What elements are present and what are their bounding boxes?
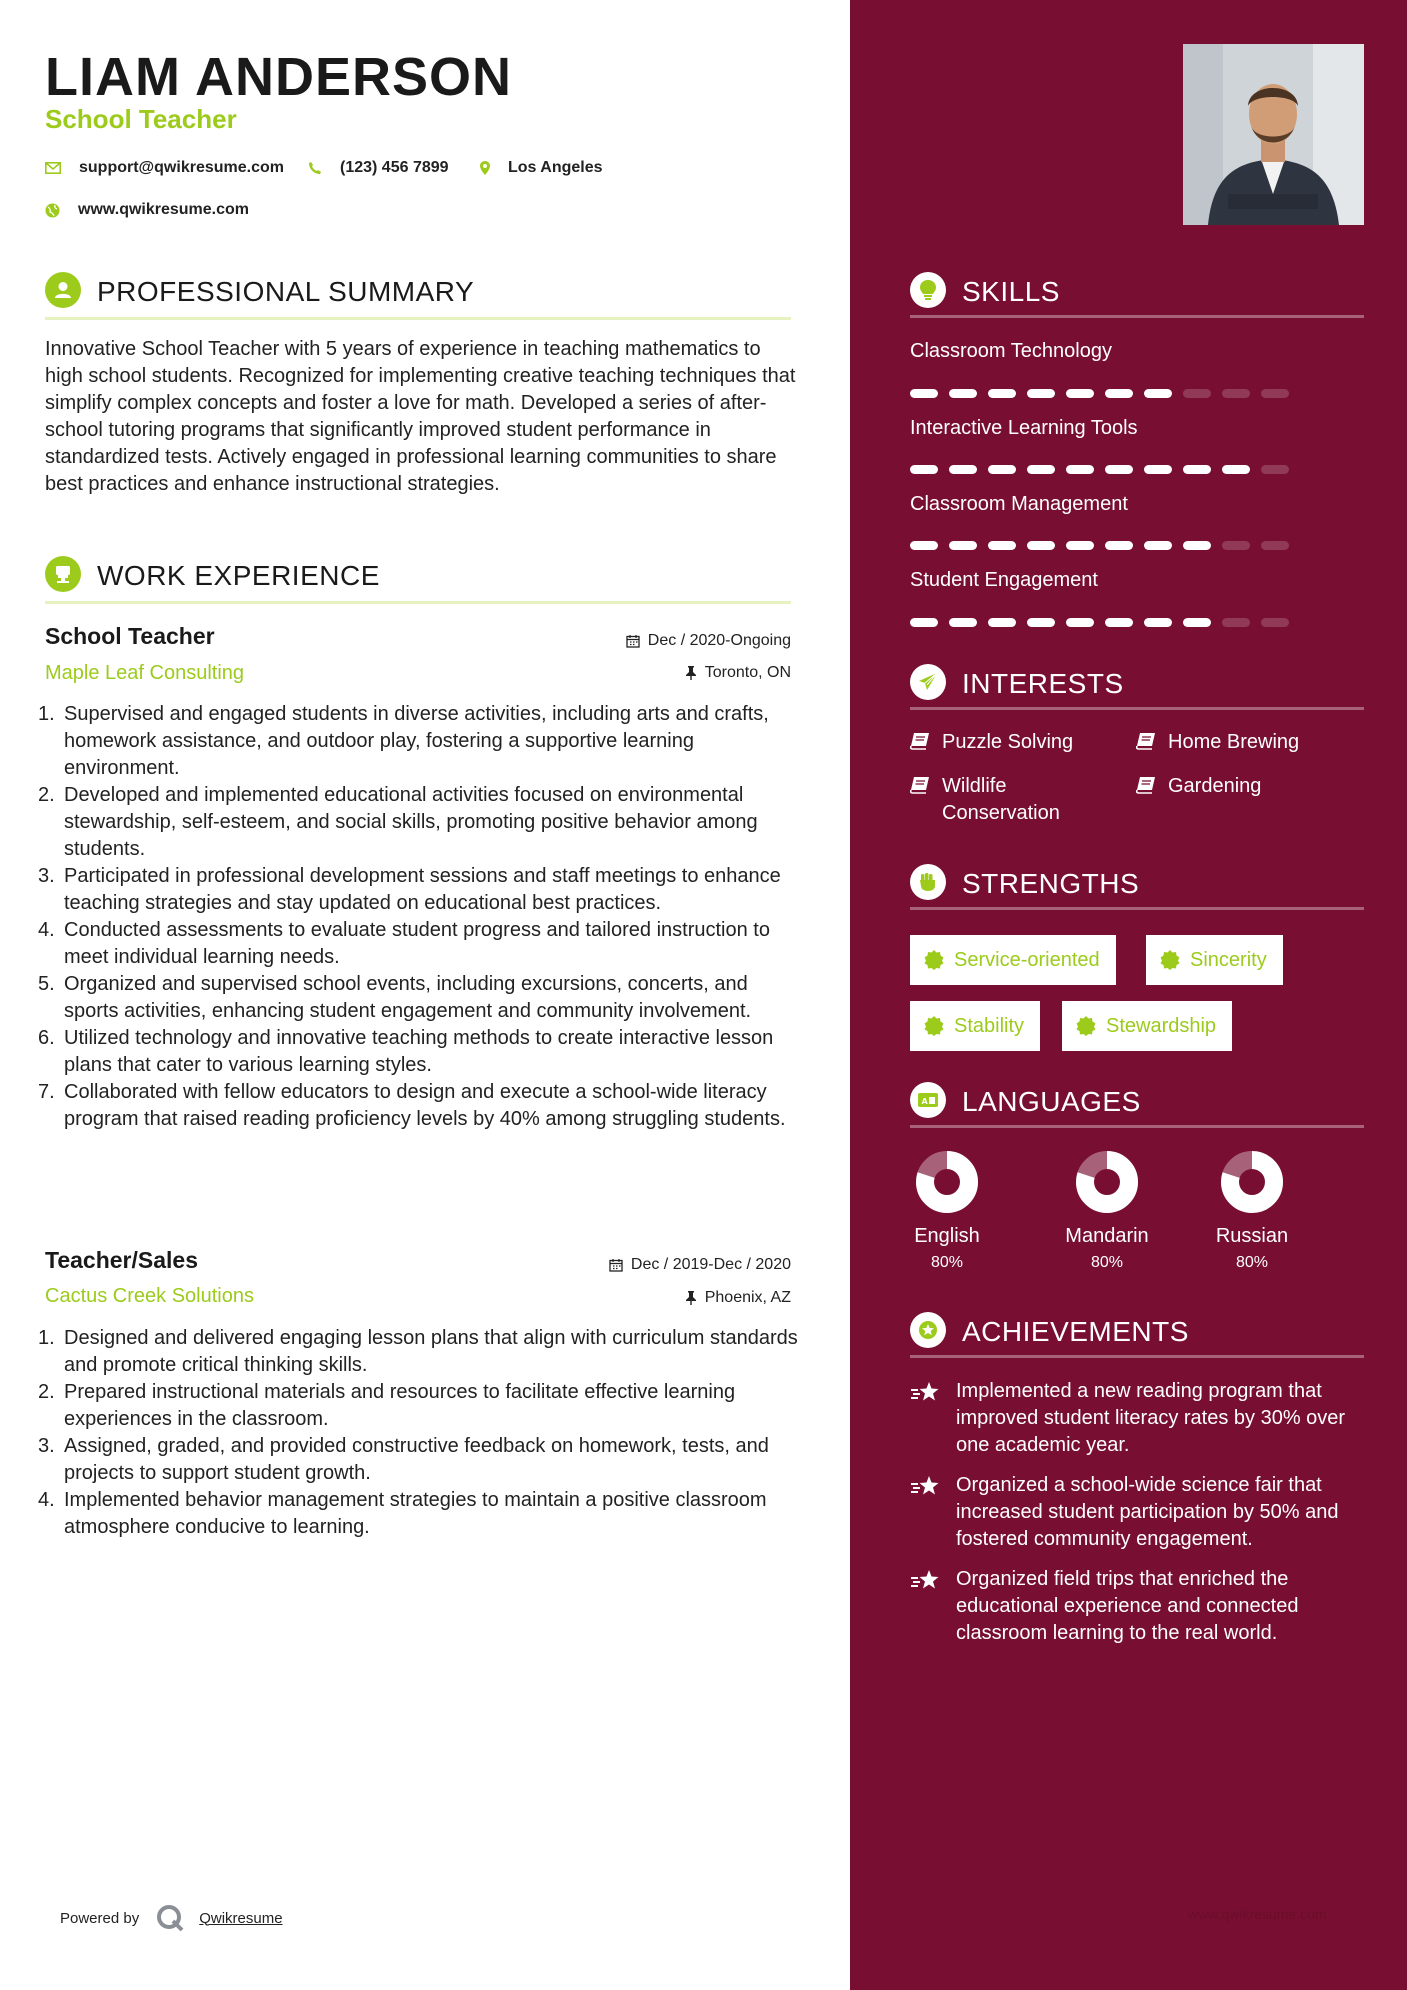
- language-1-donut: [915, 1150, 979, 1214]
- job-1-date-text: Dec / 2020-Ongoing: [647, 632, 791, 649]
- phone-icon: [308, 161, 322, 175]
- job-title: School Teacher: [45, 104, 237, 134]
- powered-by-text: Powered by: [60, 1909, 140, 1927]
- list-item: 1. Designed and delivered engaging lesson plans that align with curriculum standards and promote critical thinking skills.: [38, 1327, 798, 1376]
- list-item: 7. Collaborated with fellow educators to design and execute a school-wide literacy program that raised reading proficiency levels by 40% among struggling students.: [38, 1081, 786, 1130]
- interest-item: Home Brewing: [1136, 729, 1299, 756]
- book-icon: [910, 732, 930, 750]
- strength-badge: Sincerity: [1146, 935, 1283, 985]
- profile-photo: [1183, 44, 1364, 225]
- skill-1-rating: [910, 389, 1300, 398]
- achievements-heading: ACHIEVEMENTS: [962, 1316, 1189, 1347]
- job-2-company: Cactus Creek Solutions: [45, 1285, 254, 1307]
- skill-dash-empty: [1222, 618, 1250, 627]
- job-1-location: [685, 664, 791, 682]
- svg-text:A: A: [921, 1097, 928, 1106]
- skill-dash-filled: [988, 389, 1016, 398]
- interest-item: Wildlife Conservation: [910, 773, 1090, 827]
- language-percent: 80%: [1235, 1254, 1269, 1271]
- skill-dash-filled: [949, 541, 977, 550]
- interests-heading: INTERESTS: [962, 668, 1124, 699]
- skill-dash-empty: [1261, 389, 1289, 398]
- skill-dash-filled: [1066, 541, 1094, 550]
- paper-plane-icon: [910, 664, 946, 700]
- list-item: 2. Developed and implemented educational activities focused on environmental stewardship, self-esteem, and social skills, promoting positive behavior among students.: [38, 784, 758, 860]
- job-2-title: Teacher/Sales: [45, 1247, 199, 1273]
- lightbulb-icon: [910, 272, 946, 308]
- list-item: 2. Prepared instructional materials and resources to facilitate effective learning experiences in the classroom.: [38, 1381, 736, 1430]
- skill-dash-filled: [910, 618, 938, 627]
- pushpin-icon: [685, 666, 697, 680]
- language-name: English: [914, 1225, 980, 1247]
- skill-dash-filled: [1105, 465, 1133, 474]
- skill-dash-filled: [1144, 541, 1172, 550]
- briefcase-icon: [45, 556, 81, 592]
- job-1-location-text: Toronto, ON: [704, 664, 791, 681]
- achievement-item: Organized field trips that enriched the educational experience and connected classroom learning to the real world.: [910, 1566, 1370, 1647]
- qwikresume-link[interactable]: Qwikresume: [199, 1909, 283, 1927]
- skill-dash-filled: [1066, 618, 1094, 627]
- skill-dash-filled: [1144, 389, 1172, 398]
- strength-badge: Stability: [910, 1001, 1040, 1051]
- skill-dash-filled: [1144, 618, 1172, 627]
- shooting-star-icon: [910, 1568, 942, 1594]
- achievements-section-header: [910, 1312, 1364, 1358]
- qwikresume-logo-icon: [155, 1903, 185, 1933]
- experience-heading: WORK EXPERIENCE: [97, 560, 380, 591]
- skill-3-rating: [910, 541, 1300, 550]
- skill-dash-filled: [988, 618, 1016, 627]
- skill-dash-filled: [1222, 465, 1250, 474]
- job-2-date-text: Dec / 2019-Dec / 2020: [630, 1256, 791, 1273]
- job-1-duties: [38, 701, 798, 1133]
- language-name: Russian: [1215, 1225, 1289, 1247]
- skill-dash-filled: [988, 541, 1016, 550]
- donut-hole: [937, 1172, 957, 1192]
- skill-dash-filled: [1144, 465, 1172, 474]
- badge-check-icon: [924, 1016, 944, 1036]
- badge-check-icon: [924, 950, 944, 970]
- skill-dash-filled: [1027, 465, 1055, 474]
- donut-hole: [1242, 1172, 1262, 1192]
- skill-dash-filled: [1027, 541, 1055, 550]
- skill-2-name: Interactive Learning Tools: [910, 417, 1138, 439]
- strengths-section-header: [910, 864, 1364, 910]
- candidate-name: LIAM ANDERSON: [45, 47, 512, 107]
- skill-2-rating: [910, 465, 1300, 474]
- contact-phone[interactable]: [308, 159, 449, 177]
- list-item: 3. Participated in professional development sessions and staff meetings to enhance teaching strategies and stay updated on educational best practices.: [38, 865, 781, 914]
- skill-dash-filled: [949, 618, 977, 627]
- skill-dash-empty: [1261, 541, 1289, 550]
- skills-heading: SKILLS: [962, 276, 1060, 307]
- shooting-star-icon: [910, 1474, 942, 1500]
- fist-icon: [910, 864, 946, 900]
- calendar-icon: [609, 1258, 623, 1272]
- skill-dash-filled: [949, 389, 977, 398]
- skill-dash-filled: [949, 465, 977, 474]
- summary-text: Innovative School Teacher with 5 years of experience in teaching mathematics to high school students. Recognized for implementing creative teaching techniques that simplify complex concepts and foster a love for math. Developed a series of after-school tutoring programs that significantly improved student performance in standardized tests. Actively engaged in professional learning communities to share best practices and enhance instructional strategies.: [45, 338, 796, 495]
- language-english: [908, 1150, 986, 1272]
- skill-dash-filled: [1183, 465, 1211, 474]
- contact-email[interactable]: [45, 159, 284, 177]
- experience-section-header: [45, 556, 791, 604]
- language-name: Mandarin: [1065, 1225, 1149, 1247]
- skills-section-header: [910, 272, 1364, 318]
- skill-dash-empty: [1222, 389, 1250, 398]
- skill-3-name: Classroom Management: [910, 493, 1128, 515]
- job-2-location-text: Phoenix, AZ: [704, 1289, 791, 1306]
- map-pin-icon: [480, 161, 490, 175]
- language-percent: 80%: [930, 1254, 964, 1271]
- donut-hole: [1097, 1172, 1117, 1192]
- book-icon: [910, 776, 930, 794]
- pushpin-icon: [685, 1291, 697, 1305]
- phone-text: (123) 456 7899: [340, 159, 449, 176]
- skill-dash-filled: [910, 389, 938, 398]
- strength-badge: Service-oriented: [910, 935, 1116, 985]
- languages-heading: LANGUAGES: [962, 1086, 1141, 1117]
- strengths-heading: STRENGTHS: [962, 868, 1140, 899]
- language-2-donut: [1075, 1150, 1139, 1214]
- list-item: 5. Organized and supervised school events, including excursions, concerts, and sports activities, enhancing student engagement and community involvement.: [38, 973, 752, 1022]
- job-1-date: [626, 632, 791, 650]
- book-icon: [1136, 732, 1156, 750]
- skill-dash-filled: [1027, 618, 1055, 627]
- book-icon: [1136, 776, 1156, 794]
- footer-url[interactable]: www.qwikresume.com: [1188, 1906, 1327, 1922]
- interests-section-header: [910, 664, 1364, 710]
- contact-location: [480, 159, 603, 177]
- globe-icon: [45, 203, 60, 218]
- skill-dash-filled: [1105, 618, 1133, 627]
- job-1-title: School Teacher: [45, 623, 215, 649]
- list-item: 6. Utilized technology and innovative teaching methods to create interactive lesson plans that cater to various learning styles.: [38, 1027, 774, 1076]
- skill-1-name: Classroom Technology: [910, 340, 1112, 362]
- job-2-date: [609, 1256, 791, 1274]
- interest-item: Puzzle Solving: [910, 729, 1073, 756]
- job-2-duties: [38, 1325, 798, 1541]
- language-percent: 80%: [1090, 1254, 1124, 1271]
- language-3-donut: [1220, 1150, 1284, 1214]
- skill-dash-filled: [988, 465, 1016, 474]
- skill-dash-empty: [1222, 541, 1250, 550]
- interest-item: Gardening: [1136, 773, 1261, 800]
- email-text: support@qwikresume.com: [79, 159, 284, 176]
- list-item: 3. Assigned, graded, and provided constructive feedback on homework, tests, and projects to support student growth.: [38, 1435, 769, 1484]
- skill-4-rating: [910, 618, 1300, 627]
- skill-dash-empty: [1261, 465, 1289, 474]
- skill-dash-filled: [1105, 389, 1133, 398]
- list-item: 4. Implemented behavior management strategies to maintain a positive classroom atmosphere conducive to learning.: [38, 1489, 767, 1538]
- website-text: www.qwikresume.com: [78, 201, 250, 218]
- skill-dash-filled: [1105, 541, 1133, 550]
- summary-heading: PROFESSIONAL SUMMARY: [97, 276, 475, 307]
- language-russian: [1207, 1150, 1297, 1272]
- translate-icon: [910, 1082, 946, 1118]
- language-mandarin: [1057, 1150, 1157, 1272]
- shooting-star-icon: [910, 1380, 942, 1406]
- skill-dash-filled: [1066, 389, 1094, 398]
- skill-dash-empty: [1183, 389, 1211, 398]
- skill-dash-filled: [1183, 618, 1211, 627]
- strength-badge: Stewardship: [1062, 1001, 1232, 1051]
- location-text: Los Angeles: [508, 159, 603, 176]
- contact-website[interactable]: [45, 201, 249, 219]
- user-icon: [45, 272, 81, 308]
- skill-dash-empty: [1261, 618, 1289, 627]
- skill-4-name: Student Engagement: [910, 569, 1098, 591]
- envelope-icon: [45, 162, 61, 174]
- achievement-item: Implemented a new reading program that improved student literacy rates by 30% over one academic year.: [910, 1378, 1370, 1459]
- calendar-icon: [626, 634, 640, 648]
- badge-check-icon: [1076, 1016, 1096, 1036]
- star-badge-icon: [910, 1312, 946, 1348]
- powered-by: [60, 1903, 283, 1933]
- skill-dash-filled: [1183, 541, 1211, 550]
- skill-dash-filled: [910, 465, 938, 474]
- job-1-company: Maple Leaf Consulting: [45, 662, 245, 684]
- skill-dash-filled: [910, 541, 938, 550]
- job-2-location: [685, 1289, 791, 1307]
- languages-section-header: [910, 1082, 1364, 1128]
- skill-dash-filled: [1066, 465, 1094, 474]
- summary-section-header: [45, 272, 791, 320]
- badge-check-icon: [1160, 950, 1180, 970]
- list-item: 4. Conducted assessments to evaluate student progress and tailored instruction to meet individual learning needs.: [38, 919, 770, 968]
- skill-dash-filled: [1027, 389, 1055, 398]
- achievement-item: Organized a school-wide science fair that increased student participation by 50% and fostered community engagement.: [910, 1472, 1370, 1553]
- list-item: 1. Supervised and engaged students in diverse activities, including arts and crafts, homework assistance, and outdoor play, fostering a supportive learning environment.: [38, 703, 769, 779]
